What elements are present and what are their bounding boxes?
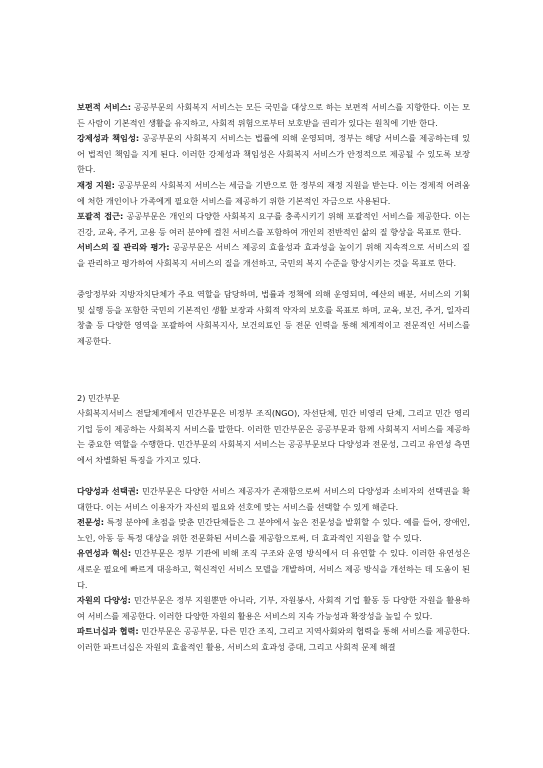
item-term: 파트너십과 협력: (77, 626, 139, 637)
item-term: 보편적 서비스: (77, 102, 131, 112)
item-text: 민간부문은 정부 지원뿐만 아니라, 기부, 자원봉사, 사회적 기업 활동 등 다양한 자원을 활용하여 서비스를 제공한다. 이러한 다양한 자원의 활용은 서비스의 지속 가능성과 확장성을 높일 수 있다. (77, 595, 470, 621)
private-intro: 사회복지서비스 전달체계에서 민간부문은 비정부 조직(NGO), 자선단체, 민간 비영리 단체, 그리고 민간 영리 기업 등이 제공하는 사회복지 서비스를 말한다. 이러한 민간부문은 공공부문과 함께 사회복지 서비스를 제공하는 중요한 역할을 수행한다. 민간부문의 사회복지 서비스는 공공부문보다 다양성과 전문성, 그리고 유연성 측면에서 차별화된 특징을 가지고 있다. (77, 408, 470, 465)
item-text: 민간부문은 공공부문, 다른 민간 조직, 그리고 지역사회와의 협력을 통해 서비스를 제공한다. 이러한 파트너십은 자원의 효율적인 활용, 서비스의 효과성 증대, 그리고 사회적 문제 해결 (77, 626, 470, 652)
item-text: 특정 분야에 초점을 맞춘 민간단체들은 그 분야에서 높은 전문성을 발휘할 수 있다. 예를 들어, 장애인, 노인, 아동 등 특정 대상을 위한 전문화된 서비스를 제공함으로써, 더 효과적인 지원을 할 수 있다. (77, 517, 470, 543)
private-item-partnership (77, 624, 470, 655)
item-term: 다양성과 선택권: (77, 486, 139, 497)
section-heading: 2) 민간부문 (77, 392, 120, 403)
item-text: 공공부문의 사회복지 서비스는 세금을 기반으로 한 정부의 재정 지원을 받는다. 이는 경제적 어려움에 처한 개인이나 가족에게 필요한 서비스를 제공하기 위한 기본적인 자금으로 사용된다. (77, 179, 470, 206)
item-text: 공공부문의 사회복지 서비스는 모든 국민을 대상으로 하는 보편적 서비스를 지향한다. 이는 모든 사람이 기본적인 생활을 유지하고, 사회적 위험으로부터 보호받을 권리가 있다는 원칙에 기반 한다. (77, 102, 470, 128)
public-item-comprehensive (77, 209, 470, 240)
public-item-quality (77, 240, 470, 271)
item-term: 유연성과 혁신: (77, 548, 132, 559)
item-term: 재정 지원: (77, 179, 115, 190)
public-item-funding (77, 178, 470, 209)
item-text: 공공부문의 사회복지 서비스는 법률에 의해 운영되며, 정부는 해당 서비스를 제공하는데 있어 법적인 책임을 지게 된다. 이러한 강제성과 책임성은 사회복지 서비스가 안정적으로 제공될 수 있도록 보장한다. (77, 133, 470, 175)
item-text: 공공부문은 서비스 제공의 효율성과 효과성을 높이기 위해 지속적으로 서비스의 질을 관리하고 평가하여 사회복지 서비스의 질을 개선하고, 국민의 복지 수준을 향상시키는 것을 목표로 한다. (77, 242, 471, 268)
item-term: 서비스의 질 관리와 평가: (77, 242, 170, 253)
item-term: 포괄적 접근: (77, 211, 124, 222)
item-term: 강제성과 책임성: (77, 133, 140, 144)
item-text: 민간부문은 다양한 서비스 제공자가 존재함으로써 서비스의 다양성과 소비자의 선택권을 확대한다. 이는 서비스 이용자가 자신의 필요와 선호에 맞는 서비스를 선택할 수 있게 해준다. (77, 486, 470, 512)
private-item-expertise (77, 515, 470, 546)
private-item-diversity (77, 484, 470, 515)
public-summary: 중앙정부와 지방자치단체가 주요 역할을 담당하며, 법률과 정책에 의해 운영되며, 예산의 배분, 서비스의 기획 및 실행 등을 포함한 국민의 기본적인 생활 보장과 사회적 약자의 보호를 목표로 하며, 교육, 보건, 주거, 일자리 창출 등 다양한 영역을 포괄하여 사회복지사, 보건의료인 등 전문 인력을 통해 체계적이고 전문적인 서비스를 제공한다. (77, 289, 470, 346)
public-item-mandatory (77, 131, 470, 178)
public-item-universal (77, 100, 470, 131)
private-item-resources (77, 593, 470, 624)
item-text: 공공부문은 개인의 다양한 사회복지 요구를 충족시키기 위해 포괄적인 서비스를 제공한다. 이는 건강, 교육, 주거, 고용 등 여러 분야에 걸친 서비스를 포함하여 개인의 전반적인 삶의 질 향상을 목표로 한다. (77, 211, 470, 237)
private-item-flexibility (77, 546, 470, 593)
item-term: 전문성: (77, 517, 105, 528)
document-body (77, 100, 470, 656)
item-term: 자원의 다양성: (77, 595, 131, 606)
item-text: 민간부문은 정부 기관에 비해 조직 구조와 운영 방식에서 더 유연할 수 있다. 이러한 유연성은 새로운 필요에 빠르게 대응하고, 혁신적인 서비스 모델을 개발하며, 서비스 제공 방식을 개선하는 데 도움이 된다. (77, 548, 470, 590)
